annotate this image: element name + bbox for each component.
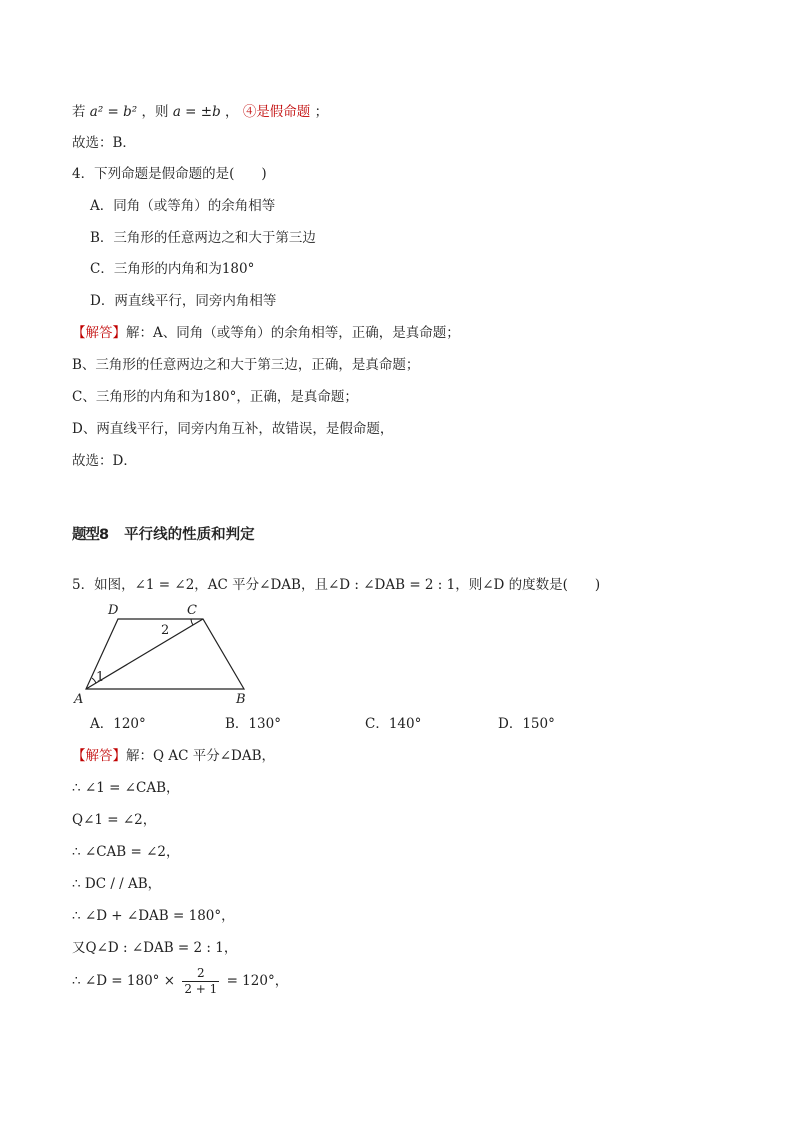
text-semicolon: ； [314,104,329,120]
q4-answer-line-1 [72,323,460,343]
q4-option-d: D．两直线平行，同旁内角相等 [90,293,277,309]
answer-tag: 【解答】 [72,748,126,764]
fraction-denominator: 2 + 1 [184,982,218,996]
label-c: C [187,603,197,618]
equation-a-pm-b: a = ±b [172,104,221,120]
label-angle-1: 1 [96,670,105,685]
q5-choice-a: A．120° [90,716,146,732]
fraction [182,966,219,997]
q4-answer-line-3: C、三角形的内角和为180°，正确，是真命题； [72,389,358,405]
q5-choice-d: D．150° [498,716,555,732]
q4-answer-text-1: 解：A、同角（或等角）的余角相等，正确，是真命题； [126,325,460,341]
q5-step-4: ∴ DC / / AB， [72,876,162,892]
q4-answer-line-2: B、三角形的任意两边之和大于第三边，正确，是真命题； [72,357,420,373]
fraction-numerator: 2 [182,966,219,982]
section-tag: 题型8 [72,527,109,543]
prev-choice-line: 故选：B． [72,135,136,151]
label-b: B [236,692,246,707]
text-then: ，则 [141,104,169,120]
q5-answer-text-1: 解：Q AC 平分∠DAB， [126,748,276,764]
q4-answer-line-5: 故选：D． [72,453,137,469]
text-if: 若 [72,104,86,120]
q4-option-c: C．三角形的内角和为180° [90,261,255,277]
section-heading [72,525,255,545]
q5-step-2: Q∠1 = ∠2， [72,812,157,828]
q4-option-b: B．三角形的任意两边之和大于第三边 [90,230,316,246]
q5-final-step [72,964,288,998]
q5-step-5: ∴ ∠D + ∠DAB = 180°， [72,908,235,924]
q4-option-a: A．同角（或等角）的余角相等 [90,198,276,214]
q5-answer-line-1 [72,746,275,766]
equation-a2-b2: a² = b² [89,104,138,120]
prev-answer-line [72,102,328,122]
q5-choice-b: B．130° [225,716,281,732]
label-d: D [108,603,119,618]
section-title: 平行线的性质和判定 [124,527,255,543]
false-proposition-note: ④是假命题 [242,104,311,120]
q4-stem: 4．下列命题是假命题的是( ) [72,166,267,182]
label-angle-2: 2 [161,623,170,638]
q4-answer-line-4: D、两直线平行，同旁内角互补，故错误，是假命题， [72,421,394,437]
q5-choice-c: C．140° [365,716,422,732]
angle-2-arc [191,619,193,625]
final-step-suffix: = 120°， [226,973,289,989]
final-step-prefix: ∴ ∠D = 180° × [72,973,176,989]
trapezoid-figure [70,600,260,710]
q5-step-1: ∴ ∠1 = ∠CAB， [72,780,180,796]
q5-step-6: 又Q∠D : ∠DAB = 2 : 1， [72,940,238,956]
text-comma: ， [225,104,239,120]
label-a: A [74,692,84,707]
q5-stem: 5．如图，∠1 = ∠2，AC 平分∠DAB，且∠D : ∠DAB = 2 : 1，则∠D 的度数是( ) [72,577,601,593]
answer-tag: 【解答】 [72,325,126,341]
q5-step-3: ∴ ∠CAB = ∠2， [72,844,180,860]
